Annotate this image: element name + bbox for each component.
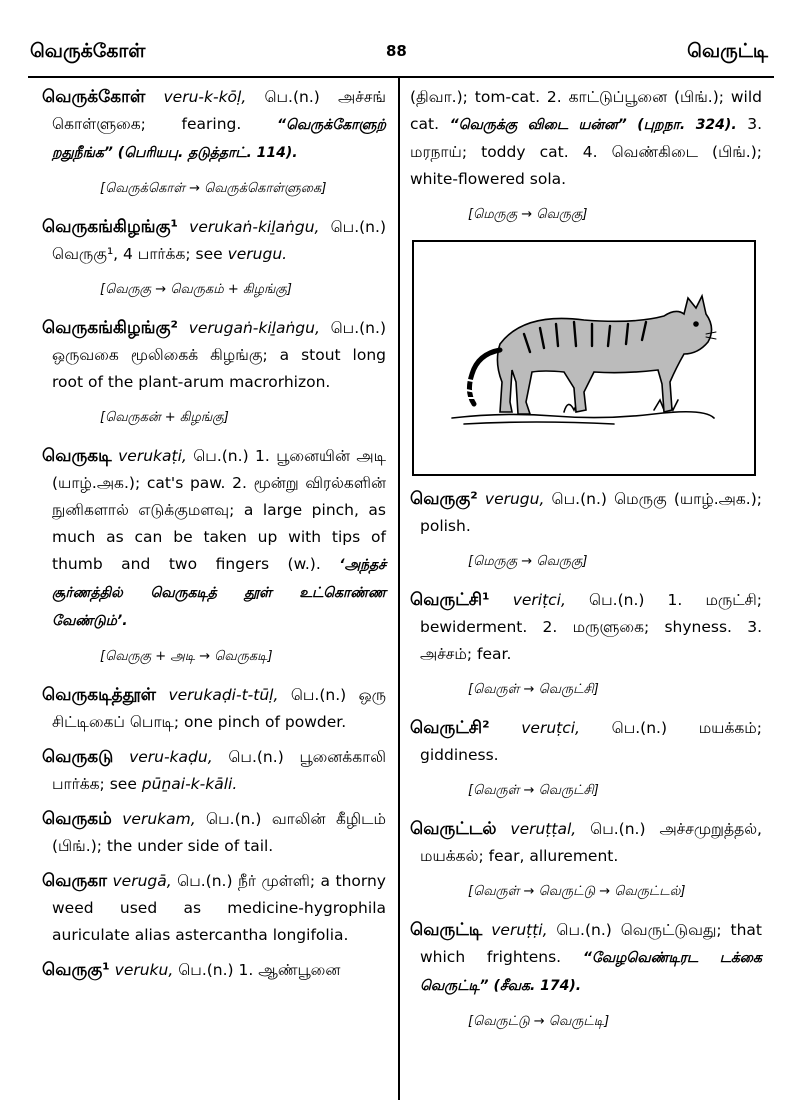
cat-illustration xyxy=(412,240,756,476)
definition: பெ.(n.) ஒருவகை மூலிகைக் கிழங்கு; a stout long root of the plant-arum macrorhizon. xyxy=(52,319,386,391)
transliteration: veru-k-kōḷ, xyxy=(163,88,247,106)
headword: வெருட்சி¹ xyxy=(410,590,490,610)
etymology: [வெருகு + அடி → வெருகடி] xyxy=(100,649,273,664)
header-rule xyxy=(28,76,774,78)
transliteration: verukaṅ-kiḻaṅgu, xyxy=(189,218,320,236)
etymology: [மெருகு → வெருகு] xyxy=(468,207,588,222)
page-header xyxy=(0,0,800,80)
dictionary-entry xyxy=(42,868,386,949)
etymology: [வெருகு → வெருகம் + கிழங்கு] xyxy=(100,282,292,297)
definition: பெ.(n.) 1. பூனையின் அடி (யாழ்.அக.); cat's paw. 2. மூன்று விரல்களின் நுனிகளால் எடுக்குமளவு; a large pinch, as much as can be taken up with tips of thumb and two fingers (w.). xyxy=(52,447,386,573)
cross-reference: pūṉai-k-kāli. xyxy=(141,775,238,793)
transliteration: verukam, xyxy=(122,810,196,828)
page-number: 88 xyxy=(386,42,407,60)
headword: வெருகு² xyxy=(410,489,478,509)
transliteration: veruku, xyxy=(114,961,174,979)
left-column xyxy=(42,84,386,992)
transliteration: veru-kaḍu, xyxy=(129,748,213,766)
definition: பெ.(n.) 1. ஆண்பூனை xyxy=(173,961,341,979)
headword: வெருட்டல் xyxy=(410,819,497,839)
etymology: [வெருள் → வெருட்சி] xyxy=(468,783,599,798)
dictionary-entry xyxy=(42,806,386,860)
dictionary-entry xyxy=(42,957,386,984)
dictionary-entry-continued xyxy=(410,84,762,193)
headword: வெருகடித்தூள் xyxy=(42,685,156,705)
dictionary-entry xyxy=(410,816,762,870)
definition: (திவா.); tom-cat. 2. காட்டுப்பூனை (பிங்.); wild cat. xyxy=(410,88,762,133)
definition: பெ.(n.) வெருகு¹, 4 பார்க்க; see xyxy=(52,218,386,263)
headword: வெருகங்கிழங்கு¹ xyxy=(42,217,178,237)
definition: பெ.(n.) அச்சங் கொள்ளுகை; fearing. xyxy=(52,88,386,133)
citation: ‘அந்தச் சூர்ணத்தில் வெருகடித் தூள் உட்கொண்ண வேண்டும்’. xyxy=(52,557,386,629)
etymology: [வெருகன் + கிழங்கு] xyxy=(100,410,229,425)
dictionary-entry xyxy=(42,443,386,635)
guide-word-right: வெருட்டி xyxy=(687,40,768,62)
dictionary-entry xyxy=(410,486,762,540)
definition: பெ.(n.) பூனைக்காலி பார்க்க; see xyxy=(52,748,386,793)
headword: வெருட்டி xyxy=(410,920,483,940)
transliteration: veruṭci, xyxy=(521,719,580,737)
definition: 3. மரநாய்; toddy cat. 4. வெண்கிடை (பிங்.); white-flowered sola. xyxy=(410,115,762,188)
headword: வெருக்கோள் xyxy=(42,87,146,107)
transliteration: verugaṅ-kiḻaṅgu, xyxy=(188,319,320,337)
etymology: [வெருட்டு → வெருட்டி] xyxy=(468,1014,610,1029)
etymology: [மெருகு → வெருகு] xyxy=(468,554,588,569)
headword: வெருகடு xyxy=(42,747,114,767)
headword: வெருகடி xyxy=(42,446,112,466)
headword: வெருகா xyxy=(42,871,108,891)
guide-word-left: வெருக்கோள் xyxy=(30,40,146,62)
headword: வெருகம் xyxy=(42,809,112,829)
definition: பெ.(n.) மெருகு (யாழ்.அக.); polish. xyxy=(420,490,762,535)
transliteration: veruṭṭi, xyxy=(491,921,548,939)
transliteration: veruṭṭal, xyxy=(510,820,577,838)
dictionary-entry xyxy=(42,682,386,736)
dictionary-entry xyxy=(42,744,386,798)
dictionary-entry xyxy=(410,587,762,668)
etymology: [வெருக்கொள் → வெருக்கொள்ளுகை] xyxy=(100,181,327,196)
transliteration: verukaṭi, xyxy=(118,447,187,465)
headword: வெருகங்கிழங்கு² xyxy=(42,318,178,338)
right-column xyxy=(410,84,762,1047)
transliteration: verukaḍi-t-tūḷ, xyxy=(168,686,279,704)
etymology: [வெருள் → வெருட்சி] xyxy=(468,682,599,697)
definition: பெ.(n.) ஒரு சிட்டிகைப் பொடி; one pinch of powder. xyxy=(52,686,386,731)
column-divider xyxy=(398,78,400,1100)
definition: பெ.(n.) நீர் முள்ளி; a thorny weed used as medicine-hygrophila auriculate alias astercantha longifolia. xyxy=(52,872,386,944)
transliteration: verugu, xyxy=(484,490,545,508)
etymology: [வெருள் → வெருட்டு → வெருட்டல்] xyxy=(468,884,686,899)
dictionary-entry xyxy=(410,715,762,769)
transliteration: verugā, xyxy=(112,872,172,890)
definition: பெ.(n.) அச்சமுறுத்தல், மயக்கல்; fear, allurement. xyxy=(420,820,762,865)
transliteration: veriṭci, xyxy=(512,591,566,609)
citation: “வேழவெண்டிரட டக்கை வெருட்டி” (சீவக. 174). xyxy=(420,950,763,994)
cat-drawing xyxy=(414,242,754,474)
dictionary-entry xyxy=(42,214,386,268)
definition: பெ.(n.) வாலின் கீழிடம் (பிங்.); the under side of tail. xyxy=(52,810,386,855)
cross-reference: verugu. xyxy=(227,245,288,263)
dictionary-entry xyxy=(410,917,762,1000)
headword: வெருகு¹ xyxy=(42,960,110,980)
definition: பெ.(n.) வெருட்டுவது; that which frightens. xyxy=(420,921,762,966)
dictionary-entry xyxy=(42,84,386,167)
citation: “வெருக்கோளுற் றதுநீங்க” (பெரியபு. தடுத்தாட். 114). xyxy=(52,117,386,161)
definition: பெ.(n.) மயக்கம்; giddiness. xyxy=(420,719,762,764)
definition: பெ.(n.) 1. மருட்சி; bewiderment. 2. மருளுகை; shyness. 3. அச்சம்; fear. xyxy=(420,591,762,663)
citation: “வெருக்கு விடை யன்ன” (புறநா. 324). xyxy=(449,117,737,133)
headword: வெருட்சி² xyxy=(410,718,490,738)
dictionary-entry xyxy=(42,315,386,396)
